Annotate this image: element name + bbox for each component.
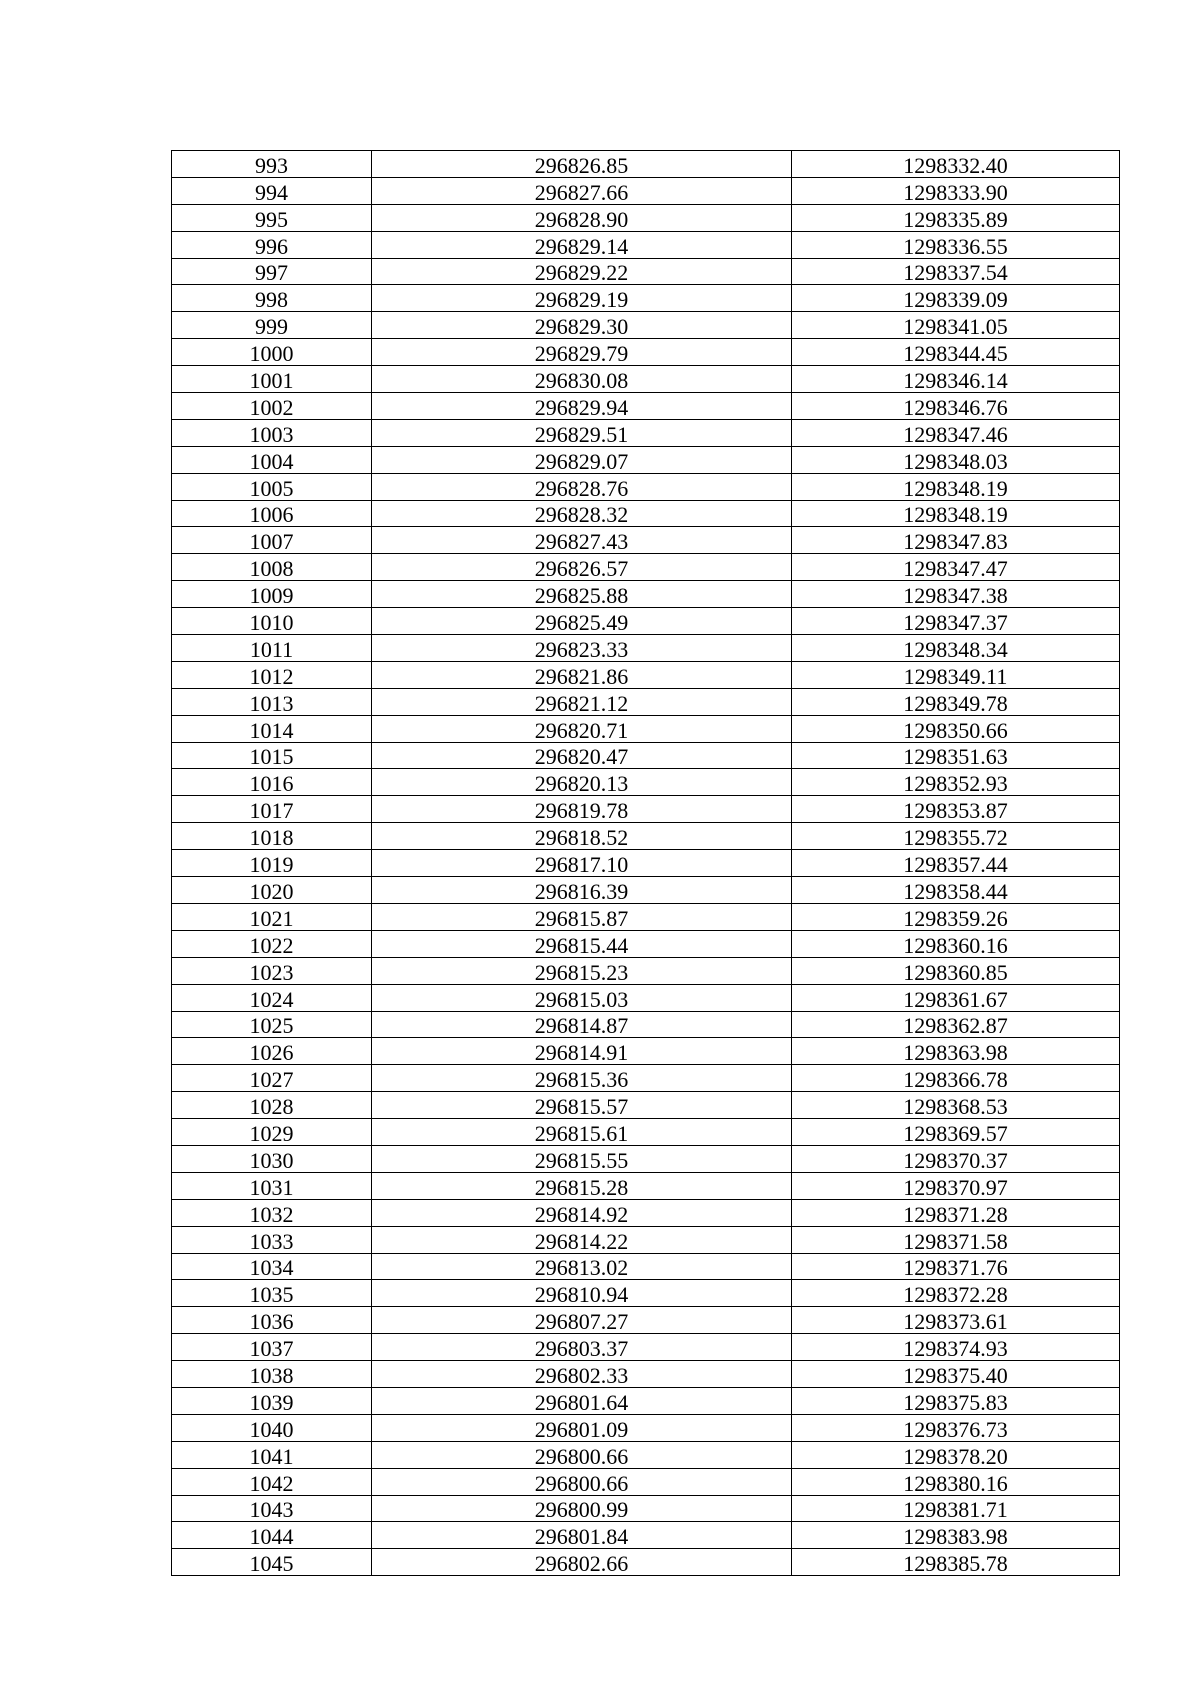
y-coordinate-cell: 1298332.40 [792, 151, 1120, 178]
point-number-cell: 1017 [172, 796, 372, 823]
x-coordinate-cell: 296821.12 [372, 688, 792, 715]
point-number-cell: 1004 [172, 446, 372, 473]
table-row [172, 1226, 1120, 1253]
x-coordinate-cell: 296820.71 [372, 715, 792, 742]
coordinate-table-body [172, 151, 1120, 1576]
x-coordinate-cell: 296830.08 [372, 366, 792, 393]
x-coordinate-cell: 296800.66 [372, 1441, 792, 1468]
table-row [172, 1387, 1120, 1414]
point-number-cell: 1030 [172, 1145, 372, 1172]
point-number-cell: 1042 [172, 1468, 372, 1495]
point-number-cell: 1014 [172, 715, 372, 742]
table-row [172, 608, 1120, 635]
x-coordinate-cell: 296829.19 [372, 285, 792, 312]
point-number-cell: 1005 [172, 473, 372, 500]
table-row [172, 635, 1120, 662]
table-row [172, 1522, 1120, 1549]
x-coordinate-cell: 296800.99 [372, 1495, 792, 1522]
x-coordinate-cell: 296813.02 [372, 1253, 792, 1280]
y-coordinate-cell: 1298381.71 [792, 1495, 1120, 1522]
x-coordinate-cell: 296829.51 [372, 419, 792, 446]
table-row [172, 1253, 1120, 1280]
y-coordinate-cell: 1298385.78 [792, 1549, 1120, 1576]
point-number-cell: 1007 [172, 527, 372, 554]
table-row [172, 1361, 1120, 1388]
x-coordinate-cell: 296820.47 [372, 742, 792, 769]
y-coordinate-cell: 1298363.98 [792, 1038, 1120, 1065]
x-coordinate-cell: 296820.13 [372, 769, 792, 796]
x-coordinate-cell: 296815.61 [372, 1119, 792, 1146]
y-coordinate-cell: 1298348.19 [792, 473, 1120, 500]
point-number-cell: 1044 [172, 1522, 372, 1549]
table-row [172, 473, 1120, 500]
x-coordinate-cell: 296815.57 [372, 1092, 792, 1119]
y-coordinate-cell: 1298371.76 [792, 1253, 1120, 1280]
table-row [172, 1441, 1120, 1468]
point-number-cell: 994 [172, 177, 372, 204]
y-coordinate-cell: 1298360.85 [792, 957, 1120, 984]
point-number-cell: 1001 [172, 366, 372, 393]
x-coordinate-cell: 296815.03 [372, 984, 792, 1011]
table-row [172, 446, 1120, 473]
point-number-cell: 1033 [172, 1226, 372, 1253]
x-coordinate-cell: 296826.85 [372, 151, 792, 178]
x-coordinate-cell: 296814.87 [372, 1011, 792, 1038]
point-number-cell: 1023 [172, 957, 372, 984]
x-coordinate-cell: 296825.88 [372, 581, 792, 608]
point-number-cell: 1010 [172, 608, 372, 635]
table-row [172, 688, 1120, 715]
point-number-cell: 1027 [172, 1065, 372, 1092]
x-coordinate-cell: 296829.14 [372, 231, 792, 258]
y-coordinate-cell: 1298344.45 [792, 339, 1120, 366]
table-row [172, 285, 1120, 312]
point-number-cell: 1006 [172, 500, 372, 527]
x-coordinate-cell: 296827.43 [372, 527, 792, 554]
y-coordinate-cell: 1298339.09 [792, 285, 1120, 312]
y-coordinate-cell: 1298358.44 [792, 877, 1120, 904]
table-row [172, 1549, 1120, 1576]
point-number-cell: 1024 [172, 984, 372, 1011]
x-coordinate-cell: 296829.79 [372, 339, 792, 366]
point-number-cell: 1013 [172, 688, 372, 715]
table-row [172, 1495, 1120, 1522]
table-row [172, 930, 1120, 957]
coordinate-table [171, 150, 1120, 1576]
y-coordinate-cell: 1298348.19 [792, 500, 1120, 527]
x-coordinate-cell: 296815.36 [372, 1065, 792, 1092]
point-number-cell: 1031 [172, 1172, 372, 1199]
point-number-cell: 1021 [172, 903, 372, 930]
point-number-cell: 1022 [172, 930, 372, 957]
x-coordinate-cell: 296828.76 [372, 473, 792, 500]
y-coordinate-cell: 1298378.20 [792, 1441, 1120, 1468]
x-coordinate-cell: 296819.78 [372, 796, 792, 823]
y-coordinate-cell: 1298347.37 [792, 608, 1120, 635]
table-row [172, 1172, 1120, 1199]
y-coordinate-cell: 1298362.87 [792, 1011, 1120, 1038]
x-coordinate-cell: 296802.33 [372, 1361, 792, 1388]
table-row [172, 1119, 1120, 1146]
point-number-cell: 1020 [172, 877, 372, 904]
y-coordinate-cell: 1298375.83 [792, 1387, 1120, 1414]
x-coordinate-cell: 296829.30 [372, 312, 792, 339]
point-number-cell: 1035 [172, 1280, 372, 1307]
table-row [172, 500, 1120, 527]
y-coordinate-cell: 1298349.11 [792, 661, 1120, 688]
table-row [172, 903, 1120, 930]
x-coordinate-cell: 296815.87 [372, 903, 792, 930]
y-coordinate-cell: 1298353.87 [792, 796, 1120, 823]
table-row [172, 1334, 1120, 1361]
x-coordinate-cell: 296815.28 [372, 1172, 792, 1199]
y-coordinate-cell: 1298333.90 [792, 177, 1120, 204]
table-row [172, 1065, 1120, 1092]
table-row [172, 1414, 1120, 1441]
y-coordinate-cell: 1298349.78 [792, 688, 1120, 715]
x-coordinate-cell: 296801.64 [372, 1387, 792, 1414]
table-row [172, 661, 1120, 688]
table-row [172, 1199, 1120, 1226]
y-coordinate-cell: 1298359.26 [792, 903, 1120, 930]
point-number-cell: 993 [172, 151, 372, 178]
point-number-cell: 1034 [172, 1253, 372, 1280]
y-coordinate-cell: 1298369.57 [792, 1119, 1120, 1146]
y-coordinate-cell: 1298351.63 [792, 742, 1120, 769]
x-coordinate-cell: 296800.66 [372, 1468, 792, 1495]
point-number-cell: 1016 [172, 769, 372, 796]
table-row [172, 877, 1120, 904]
table-row [172, 769, 1120, 796]
y-coordinate-cell: 1298357.44 [792, 850, 1120, 877]
x-coordinate-cell: 296829.22 [372, 258, 792, 285]
point-number-cell: 1009 [172, 581, 372, 608]
point-number-cell: 1036 [172, 1307, 372, 1334]
x-coordinate-cell: 296814.22 [372, 1226, 792, 1253]
y-coordinate-cell: 1298380.16 [792, 1468, 1120, 1495]
y-coordinate-cell: 1298366.78 [792, 1065, 1120, 1092]
point-number-cell: 1038 [172, 1361, 372, 1388]
table-row [172, 1280, 1120, 1307]
point-number-cell: 1002 [172, 393, 372, 420]
table-row [172, 823, 1120, 850]
y-coordinate-cell: 1298347.47 [792, 554, 1120, 581]
table-row [172, 957, 1120, 984]
y-coordinate-cell: 1298346.14 [792, 366, 1120, 393]
table-row [172, 151, 1120, 178]
table-row [172, 339, 1120, 366]
point-number-cell: 1018 [172, 823, 372, 850]
point-number-cell: 997 [172, 258, 372, 285]
point-number-cell: 998 [172, 285, 372, 312]
point-number-cell: 1029 [172, 1119, 372, 1146]
table-row [172, 742, 1120, 769]
y-coordinate-cell: 1298372.28 [792, 1280, 1120, 1307]
y-coordinate-cell: 1298336.55 [792, 231, 1120, 258]
table-row [172, 554, 1120, 581]
y-coordinate-cell: 1298341.05 [792, 312, 1120, 339]
point-number-cell: 1008 [172, 554, 372, 581]
table-row [172, 1307, 1120, 1334]
x-coordinate-cell: 296815.55 [372, 1145, 792, 1172]
y-coordinate-cell: 1298346.76 [792, 393, 1120, 420]
point-number-cell: 1012 [172, 661, 372, 688]
table-row [172, 984, 1120, 1011]
y-coordinate-cell: 1298371.58 [792, 1226, 1120, 1253]
y-coordinate-cell: 1298355.72 [792, 823, 1120, 850]
point-number-cell: 1028 [172, 1092, 372, 1119]
y-coordinate-cell: 1298347.83 [792, 527, 1120, 554]
table-row [172, 715, 1120, 742]
y-coordinate-cell: 1298360.16 [792, 930, 1120, 957]
y-coordinate-cell: 1298370.97 [792, 1172, 1120, 1199]
table-row [172, 1038, 1120, 1065]
table-row [172, 204, 1120, 231]
x-coordinate-cell: 296801.09 [372, 1414, 792, 1441]
table-row [172, 258, 1120, 285]
x-coordinate-cell: 296828.32 [372, 500, 792, 527]
point-number-cell: 1000 [172, 339, 372, 366]
table-row [172, 393, 1120, 420]
y-coordinate-cell: 1298348.34 [792, 635, 1120, 662]
point-number-cell: 995 [172, 204, 372, 231]
table-row [172, 581, 1120, 608]
table-row [172, 527, 1120, 554]
table-row [172, 177, 1120, 204]
table-row [172, 796, 1120, 823]
y-coordinate-cell: 1298347.46 [792, 419, 1120, 446]
x-coordinate-cell: 296821.86 [372, 661, 792, 688]
table-row [172, 366, 1120, 393]
x-coordinate-cell: 296815.44 [372, 930, 792, 957]
point-number-cell: 999 [172, 312, 372, 339]
point-number-cell: 1040 [172, 1414, 372, 1441]
x-coordinate-cell: 296807.27 [372, 1307, 792, 1334]
table-row [172, 1011, 1120, 1038]
y-coordinate-cell: 1298375.40 [792, 1361, 1120, 1388]
y-coordinate-cell: 1298371.28 [792, 1199, 1120, 1226]
x-coordinate-cell: 296814.91 [372, 1038, 792, 1065]
table-row [172, 231, 1120, 258]
point-number-cell: 1039 [172, 1387, 372, 1414]
x-coordinate-cell: 296825.49 [372, 608, 792, 635]
x-coordinate-cell: 296829.94 [372, 393, 792, 420]
table-row [172, 312, 1120, 339]
point-number-cell: 996 [172, 231, 372, 258]
x-coordinate-cell: 296823.33 [372, 635, 792, 662]
x-coordinate-cell: 296802.66 [372, 1549, 792, 1576]
x-coordinate-cell: 296828.90 [372, 204, 792, 231]
y-coordinate-cell: 1298348.03 [792, 446, 1120, 473]
point-number-cell: 1015 [172, 742, 372, 769]
y-coordinate-cell: 1298376.73 [792, 1414, 1120, 1441]
x-coordinate-cell: 296817.10 [372, 850, 792, 877]
x-coordinate-cell: 296814.92 [372, 1199, 792, 1226]
x-coordinate-cell: 296801.84 [372, 1522, 792, 1549]
point-number-cell: 1025 [172, 1011, 372, 1038]
x-coordinate-cell: 296826.57 [372, 554, 792, 581]
y-coordinate-cell: 1298374.93 [792, 1334, 1120, 1361]
table-row [172, 850, 1120, 877]
point-number-cell: 1043 [172, 1495, 372, 1522]
x-coordinate-cell: 296815.23 [372, 957, 792, 984]
x-coordinate-cell: 296827.66 [372, 177, 792, 204]
y-coordinate-cell: 1298337.54 [792, 258, 1120, 285]
x-coordinate-cell: 296816.39 [372, 877, 792, 904]
y-coordinate-cell: 1298350.66 [792, 715, 1120, 742]
y-coordinate-cell: 1298368.53 [792, 1092, 1120, 1119]
point-number-cell: 1026 [172, 1038, 372, 1065]
y-coordinate-cell: 1298347.38 [792, 581, 1120, 608]
point-number-cell: 1041 [172, 1441, 372, 1468]
point-number-cell: 1011 [172, 635, 372, 662]
point-number-cell: 1045 [172, 1549, 372, 1576]
x-coordinate-cell: 296810.94 [372, 1280, 792, 1307]
point-number-cell: 1019 [172, 850, 372, 877]
y-coordinate-cell: 1298361.67 [792, 984, 1120, 1011]
y-coordinate-cell: 1298335.89 [792, 204, 1120, 231]
table-row [172, 1092, 1120, 1119]
x-coordinate-cell: 296829.07 [372, 446, 792, 473]
table-row [172, 1468, 1120, 1495]
y-coordinate-cell: 1298352.93 [792, 769, 1120, 796]
point-number-cell: 1032 [172, 1199, 372, 1226]
point-number-cell: 1003 [172, 419, 372, 446]
y-coordinate-cell: 1298370.37 [792, 1145, 1120, 1172]
y-coordinate-cell: 1298383.98 [792, 1522, 1120, 1549]
table-row [172, 1145, 1120, 1172]
table-row [172, 419, 1120, 446]
x-coordinate-cell: 296818.52 [372, 823, 792, 850]
x-coordinate-cell: 296803.37 [372, 1334, 792, 1361]
point-number-cell: 1037 [172, 1334, 372, 1361]
y-coordinate-cell: 1298373.61 [792, 1307, 1120, 1334]
